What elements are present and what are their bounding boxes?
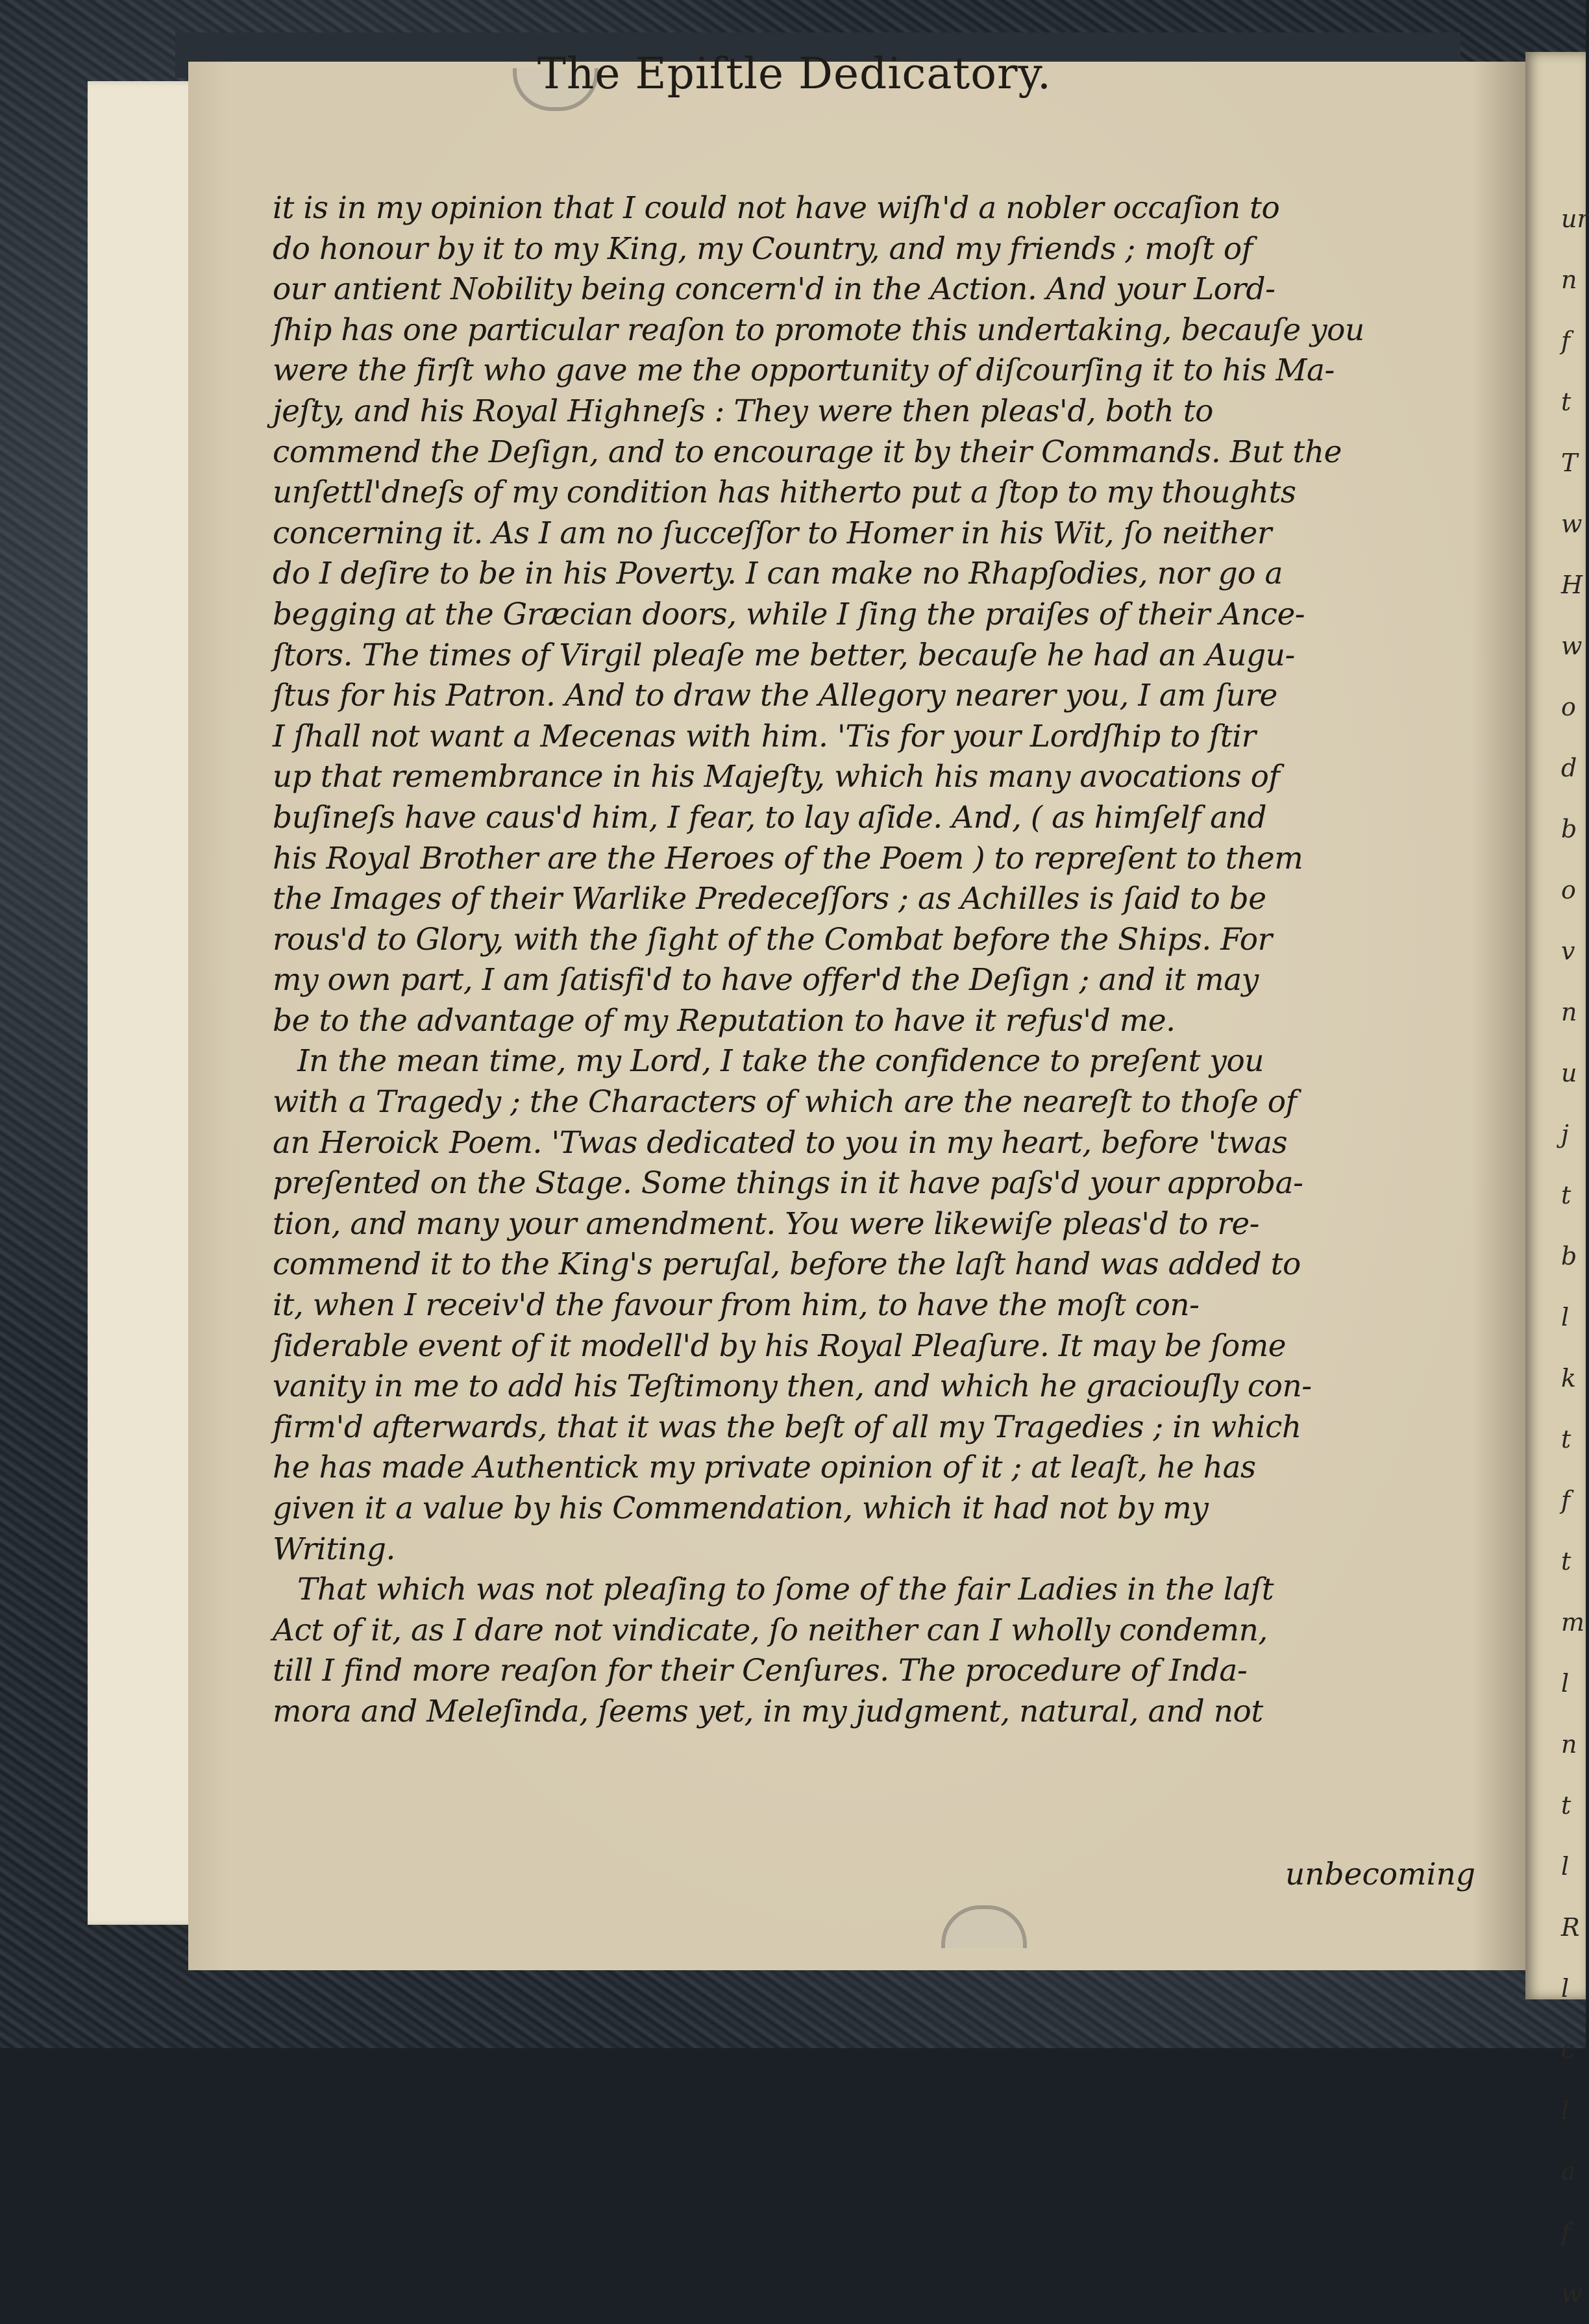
page-clip-bottom — [941, 1905, 1027, 1948]
text-line: concerning it. As I am no ſucceſſor to Homer in his Wit, ſo neither — [273, 515, 1272, 551]
text-line: vanity in me to add his Teſtimony then, and which he graciouſly con- — [273, 1368, 1312, 1405]
text-line: his Royal Brother are the Heroes of the Poem ) to repreſent to them — [273, 840, 1303, 876]
text-line: unſettl'dneſs of my condition has hitherto put a ſtop to my thoughts — [273, 475, 1296, 511]
text-line: mora and Meleſinda, ſeems yet, in my judgment, natural, and not — [273, 1693, 1263, 1729]
text-line: up that remembrance in his Majeſty, which his many avocations of — [273, 759, 1280, 795]
text-line: my own part, I am ſatisfi'd to have offer'd the Deſign ; and it may — [273, 962, 1259, 998]
text-line: it is in my opinion that I could not have wiſh'd a nobler occaſion to — [273, 190, 1280, 226]
text-line: ſtors. The times of Virgil pleaſe me better, becauſe he had an Augu- — [273, 637, 1295, 673]
text-line: with a Tragedy ; the Characters of which are the neareſt to thoſe of — [273, 1084, 1297, 1120]
text-line: commend it to the King's peruſal, before the laſt hand was added to — [273, 1246, 1301, 1283]
text-line: I ſhall not want a Mecenas with him. 'Tis for your Lordſhip to ſtir — [273, 718, 1256, 754]
text-line: Writing. — [273, 1531, 395, 1567]
text-line: our antient Nobility being concern'd in the Action. And your Lord- — [273, 271, 1275, 308]
text-line: buſineſs have caus'd him, I fear, to lay aſide. And, ( as himſelf and — [273, 799, 1267, 835]
text-line: it, when I receiv'd the favour from him, to have the moſt con- — [273, 1287, 1200, 1324]
text-line: he has made Authentick my private opinion of it ; at leaſt, he has — [273, 1450, 1256, 1486]
text-line: an Heroick Poem. 'Twas dedicated to you in my heart, before 'twas — [273, 1124, 1288, 1161]
page-body — [273, 188, 1506, 1733]
text-line: do I deſire to be in his Poverty. I can make no Rhapſodies, nor go a — [273, 556, 1283, 592]
text-line: tion, and many your amendment. You were likewiſe pleas'd to re- — [273, 1205, 1260, 1242]
text-line: were the firſt who gave me the opportunity of diſcourſing it to his Ma- — [273, 352, 1335, 389]
page-heading: The Epiſtle Dedicatory. — [537, 49, 1052, 99]
text-line: till I find more reaſon for their Cenſures. The procedure of Inda- — [273, 1653, 1248, 1689]
text-line: ſhip has one particular reaſon to promote this undertaking, becauſe you — [273, 312, 1364, 348]
text-line: rous'd to Glory, with the ſight of the Combat before the Ships. For — [273, 921, 1272, 958]
text-line: commend the Deſign, and to encourage it by their Commands. But the — [273, 434, 1342, 470]
text-line: Act of it, as I dare not vindicate, ſo neither can I wholly condemn, — [273, 1612, 1268, 1648]
text-line: jeſty, and his Royal Highneſs : They were then pleas'd, both to — [273, 393, 1213, 429]
text-line: begging at the Græcian doors, while I ſing the praiſes of their Ance- — [273, 596, 1305, 632]
catchword: unbecoming — [1285, 1857, 1476, 1892]
text-line: do honour by it to my King, my Country, and my friends ; moſt of — [273, 230, 1253, 267]
text-line: preſented on the Stage. Some things in it have paſs'd your approba- — [273, 1165, 1303, 1202]
text-line: the Images of their Warlike Predeceſſors ; as Achilles is ſaid to be — [273, 881, 1266, 917]
text-line: be to the advantage of my Reputation to have it refus'd me. — [273, 1002, 1176, 1039]
paragraph-start-line: In the mean time, my Lord, I take the confidence to preſent you — [297, 1043, 1264, 1080]
text-line: ſiderable event of it modell'd by his Royal Pleaſure. It may be ſome — [273, 1328, 1287, 1364]
text-line: ſtus for his Patron. And to draw the Allegory nearer you, I am ſure — [273, 678, 1277, 714]
facing-page-text-fragments: ur n f t T w H w o d b o v n u j t b l k t f t m l n t l R l c l a f w — [1561, 204, 1589, 2308]
text-line: firm'd afterwards, that it was the beſt of all my Tragedies ; in which — [273, 1409, 1301, 1445]
paragraph-start-line: That which was not pleaſing to ſome of the fair Ladies in the laſt — [297, 1572, 1274, 1608]
text-line: given it a value by his Commendation, which it had not by my — [273, 1490, 1209, 1526]
